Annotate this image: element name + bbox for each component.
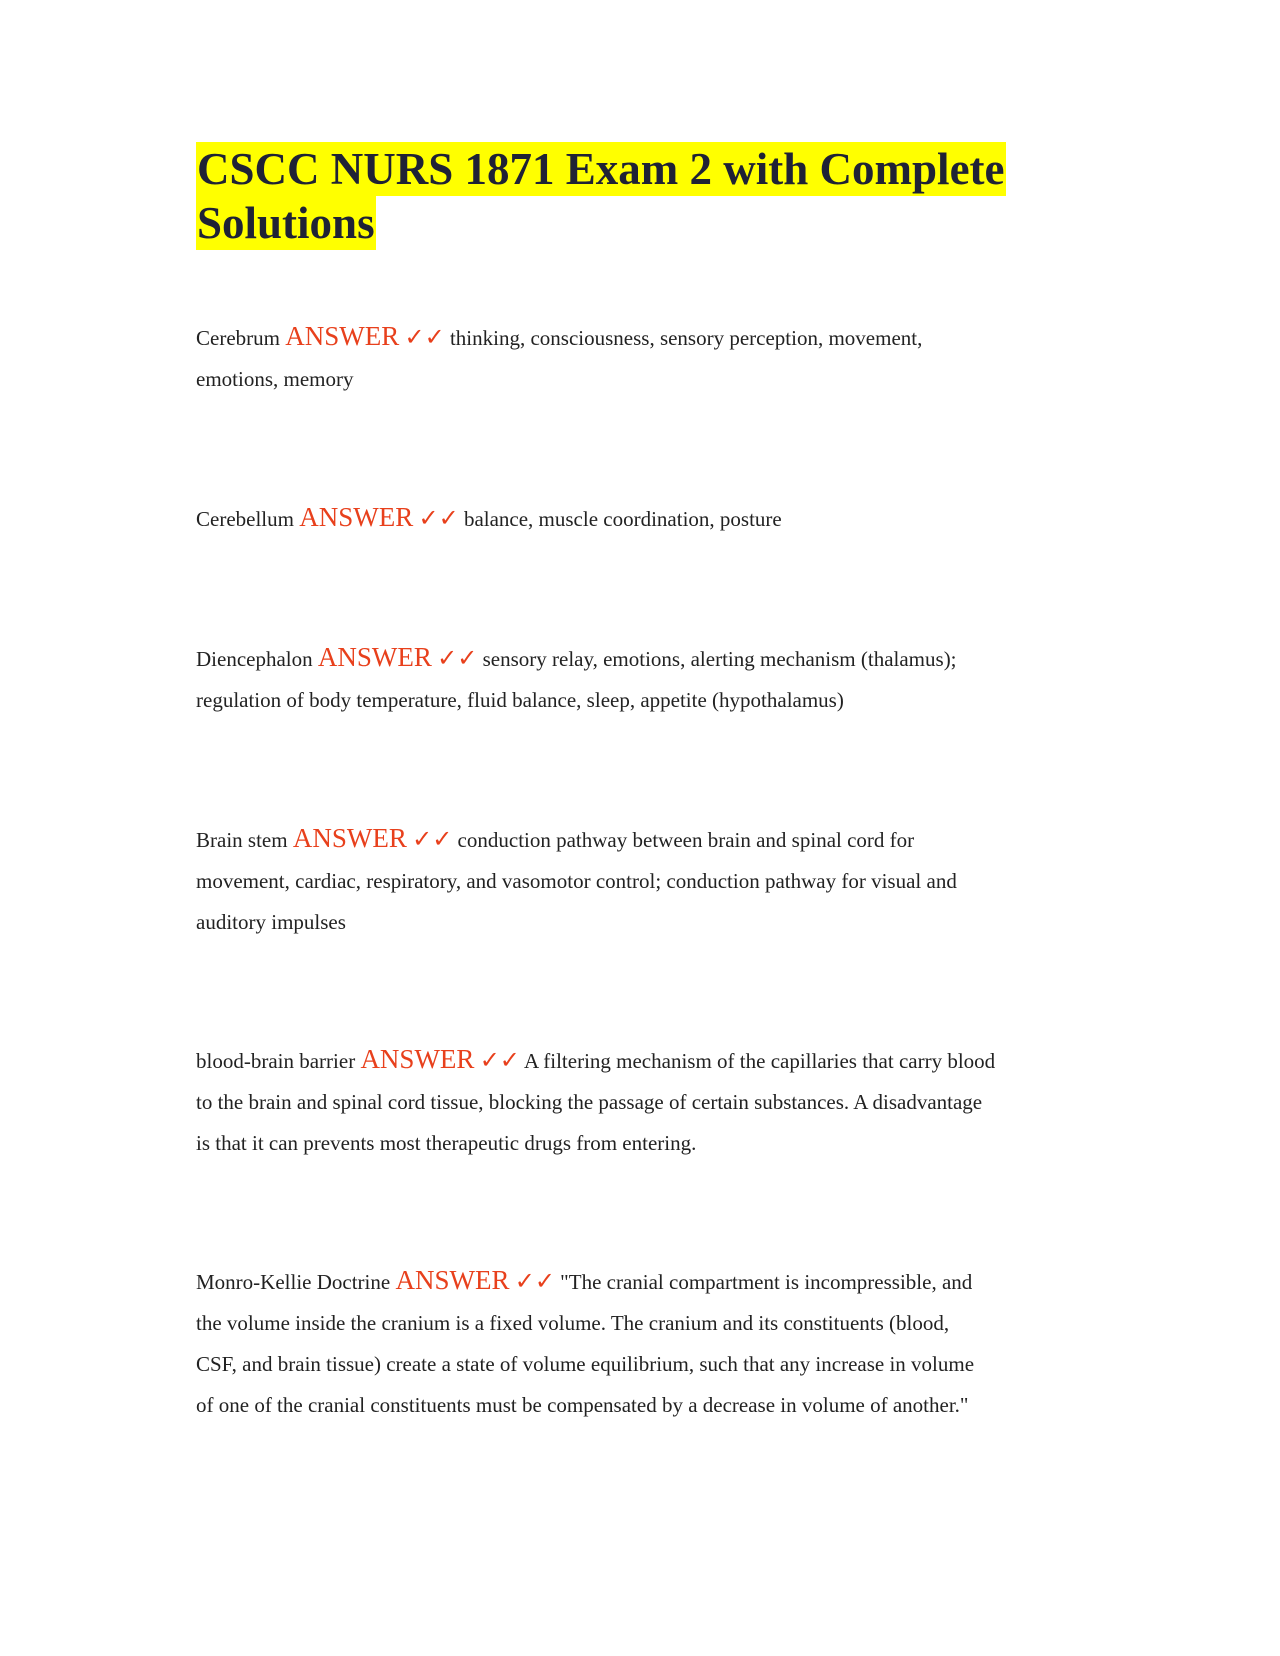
entry-line <box>196 494 1096 540</box>
answer-text: thinking, consciousness, sensory perception, movement, <box>449 326 923 350</box>
entry-line <box>196 634 1096 680</box>
answer-text: balance, muscle coordination, posture <box>463 507 782 531</box>
document-title <box>196 142 1006 250</box>
term: Cerebellum <box>196 507 294 531</box>
title-line: CSCC NURS 1871 Exam 2 with Complete <box>197 144 1005 194</box>
answer-text: emotions, memory <box>196 367 354 391</box>
entry-line <box>196 313 1096 359</box>
qa-entry <box>196 494 1096 540</box>
answer-text: conduction pathway between brain and spinal cord for <box>457 828 915 852</box>
check-icon: ✓✓ <box>514 1269 555 1295</box>
answer-text: CSF, and brain tissue) create a state of volume equilibrium, such that any increase in volume <box>196 1352 975 1376</box>
title-line: Solutions <box>197 198 375 248</box>
answer-label: ANSWER <box>285 321 400 351</box>
term: Diencephalon <box>196 647 313 671</box>
qa-entry <box>196 634 1096 721</box>
answer-label: ANSWER <box>299 502 414 532</box>
check-icon: ✓✓ <box>404 325 445 351</box>
answer-text: "The cranial compartment is incompressible, and <box>560 1270 973 1294</box>
answer-text: movement, cardiac, respiratory, and vasomotor control; conduction pathway for visual and <box>196 869 957 893</box>
answer-text: the volume inside the cranium is a fixed volume. The cranium and its constituents (blood, <box>196 1311 950 1335</box>
answer-label: ANSWER <box>292 823 407 853</box>
term: blood-brain barrier <box>196 1049 356 1073</box>
term: Cerebrum <box>196 326 280 350</box>
answer-label: ANSWER <box>395 1265 510 1295</box>
qa-entry <box>196 313 1096 400</box>
answer-text: regulation of body temperature, fluid balance, sleep, appetite (hypothalamus) <box>196 688 844 712</box>
qa-entry <box>196 815 1096 943</box>
answer-text: to the brain and spinal cord tissue, blocking the passage of certain substances. A disadvantage <box>196 1090 983 1114</box>
answer-label: ANSWER <box>317 642 432 672</box>
entry-line <box>196 1257 1096 1303</box>
term: Brain stem <box>196 828 288 852</box>
entry-line <box>196 815 1096 861</box>
answer-text: A filtering mechanism of the capillaries that carry blood <box>524 1049 996 1073</box>
check-icon: ✓✓ <box>418 506 459 532</box>
check-icon: ✓✓ <box>412 827 453 853</box>
term: Monro-Kellie Doctrine <box>196 1270 391 1294</box>
answer-text: sensory relay, emotions, alerting mechanism (thalamus); <box>482 647 957 671</box>
check-icon: ✓✓ <box>479 1048 520 1074</box>
qa-entry <box>196 1036 1096 1164</box>
answer-text: auditory impulses <box>196 910 346 934</box>
answer-text: of one of the cranial constituents must be compensated by a decrease in volume of another." <box>196 1393 969 1417</box>
qa-entry <box>196 1257 1096 1426</box>
answer-text: is that it can prevents most therapeutic drugs from entering. <box>196 1131 697 1155</box>
check-icon: ✓✓ <box>437 646 478 672</box>
answer-label: ANSWER <box>360 1044 475 1074</box>
entry-line <box>196 1036 1096 1082</box>
